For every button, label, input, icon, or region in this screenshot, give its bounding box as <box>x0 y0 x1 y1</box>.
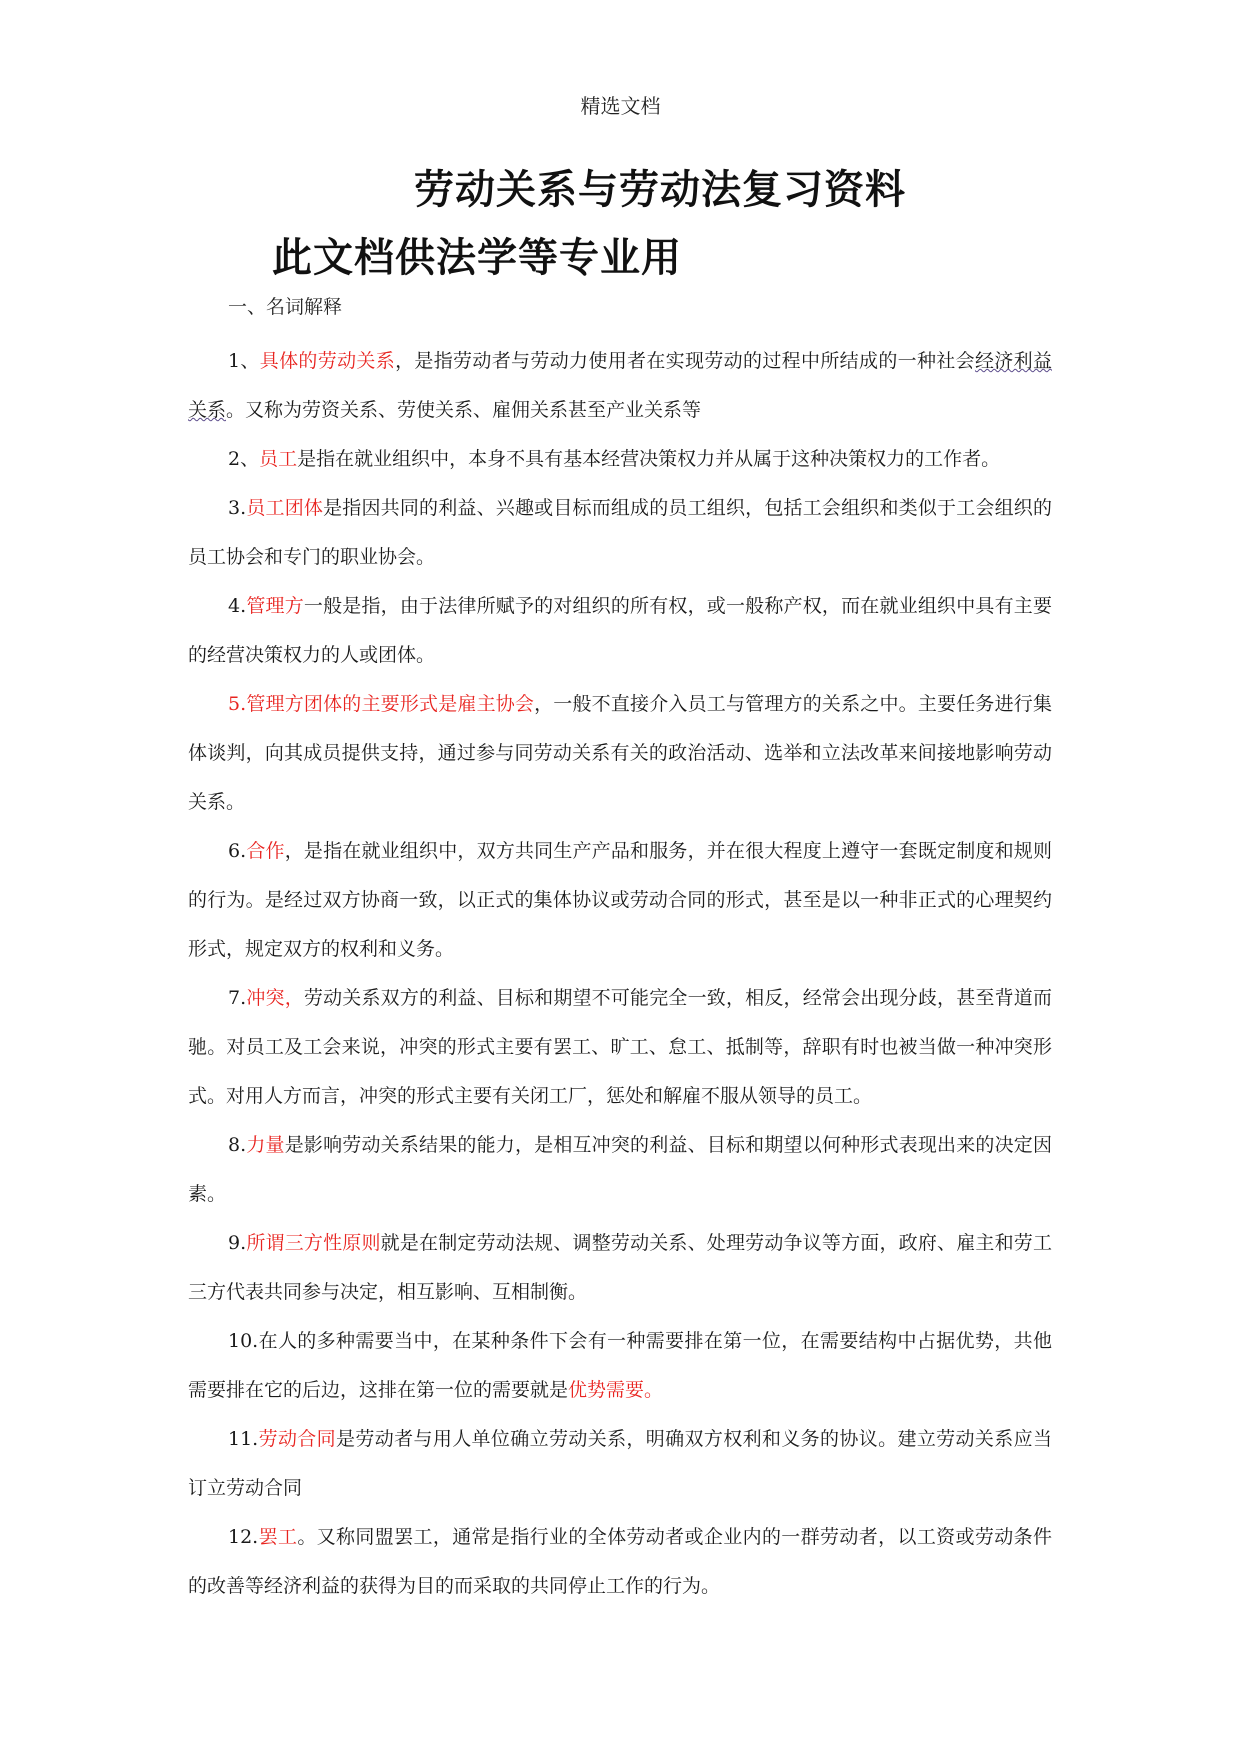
spellcheck-underlined-text: 经济利益关系 <box>188 350 1052 421</box>
paragraph-text: 是指在就业组织中，本身不具有基本经营决策权力并从属于这种决策权力的工作者。 <box>297 448 1001 470</box>
paragraph-4 <box>188 582 1052 680</box>
paragraph-text: 在人的多种需要当中，在某种条件下会有一种需要排在第一位，在需要结构中占据优势，共他需要排在它的后边，这排在第一位的需要就是 <box>188 1330 1052 1401</box>
defined-term: 冲突， <box>246 987 304 1009</box>
paragraph-number: 5. <box>228 693 247 715</box>
document-title: 劳动关系与劳动法复习资料 <box>414 167 906 213</box>
defined-term: 所谓三方性原则 <box>246 1232 381 1254</box>
paragraph-11 <box>188 1415 1052 1513</box>
paragraph-text: 是影响劳动关系结果的能力，是相互冲突的利益、目标和期望以何种形式表现出来的决定因素。 <box>188 1134 1052 1205</box>
paragraph-10 <box>188 1317 1052 1415</box>
defined-term: 罢工 <box>258 1526 298 1548</box>
paragraph-number: 8. <box>228 1134 247 1156</box>
section-heading: 一、名词解释 <box>228 296 343 318</box>
paragraph-text: 就是在制定劳动法规、调整劳动关系、处理劳动争议等方面，政府、雇主和劳工三方代表共同参与决定，相互影响、互相制衡。 <box>188 1232 1052 1303</box>
paragraph-3 <box>188 484 1052 582</box>
defined-term: 具体的劳动关系 <box>259 350 396 372</box>
paragraph-6 <box>188 827 1052 974</box>
paragraph-number: 9. <box>228 1232 247 1254</box>
paragraph-number: 6. <box>228 840 247 862</box>
defined-term: 员工团体 <box>246 497 324 519</box>
defined-term: 力量 <box>246 1134 285 1156</box>
paragraph-text: ，是指劳动者与劳动力使用者在实现劳动的过程中所结成的一种社会 <box>395 350 975 372</box>
defined-term: 管理方 <box>246 595 304 617</box>
page-header: 精选文档 <box>580 94 661 118</box>
paragraph-number: 4. <box>228 595 247 617</box>
paragraph-8 <box>188 1121 1052 1219</box>
defined-term: 管理方团体的主要形式是雇主协会 <box>246 693 535 715</box>
paragraph-text: 一般是指，由于法律所赋予的对组织的所有权，或一般称产权，而在就业组织中具有主要的经营决策权力的人或团体。 <box>188 595 1052 666</box>
defined-term: 优势需要。 <box>568 1379 664 1401</box>
paragraph-text: ，一般不直接介入员工与管理方的关系之中。主要任务进行集体谈判，向其成员提供支持，通过参与同劳动关系有关的政治活动、选举和立法改革来间接地影响劳动关系。 <box>188 693 1052 813</box>
paragraph-2 <box>188 435 1052 484</box>
paragraph-7 <box>188 974 1052 1121</box>
paragraph-number: 10. <box>228 1330 259 1352</box>
paragraph-text: 劳动关系双方的利益、目标和期望不可能完全一致，相反，经常会出现分歧，甚至背道而驰。对员工及工会来说，冲突的形式主要有罢工、旷工、怠工、抵制等，辞职有时也被当做一种冲突形式。对用人方而言，冲突的形式主要有关闭工厂，惩处和解雇不服从领导的员工。 <box>188 987 1052 1107</box>
paragraph-5 <box>188 680 1052 827</box>
defined-term: 劳动合同 <box>258 1428 337 1450</box>
paragraph-number: 11. <box>228 1428 259 1450</box>
paragraph-number: 1、 <box>228 350 260 372</box>
defined-term: 合作 <box>246 840 285 862</box>
document-body <box>188 337 1052 1611</box>
paragraph-number: 3. <box>228 497 247 519</box>
paragraph-text: 。又称为劳资关系、劳使关系、雇佣关系甚至产业关系等 <box>226 399 702 421</box>
defined-term: 员工 <box>259 448 298 470</box>
paragraph-text: 。又称同盟罢工，通常是指行业的全体劳动者或企业内的一群劳动者，以工资或劳动条件的改善等经济利益的获得为目的而采取的共同停止工作的行为。 <box>188 1526 1052 1597</box>
paragraph-number: 2、 <box>228 448 260 470</box>
paragraph-number: 12. <box>228 1526 259 1548</box>
paragraph-number: 7. <box>228 987 247 1009</box>
paragraph-1 <box>188 337 1052 435</box>
paragraph-9 <box>188 1219 1052 1317</box>
paragraph-text: ，是指在就业组织中，双方共同生产产品和服务，并在很大程度上遵守一套既定制度和规则的行为。是经过双方协商一致，以正式的集体协议或劳动合同的形式，甚至是以一种非正式的心理契约形式，规定双方的权利和义务。 <box>188 840 1052 960</box>
paragraph-12 <box>188 1513 1052 1611</box>
paragraph-text: 是指因共同的利益、兴趣或目标而组成的员工组织，包括工会组织和类似于工会组织的员工协会和专门的职业协会。 <box>188 497 1052 568</box>
document-subtitle: 此文档供法学等专业用 <box>272 235 682 281</box>
paragraph-text: 是劳动者与用人单位确立劳动关系，明确双方权利和义务的协议。建立劳动关系应当订立劳动合同 <box>188 1428 1052 1499</box>
